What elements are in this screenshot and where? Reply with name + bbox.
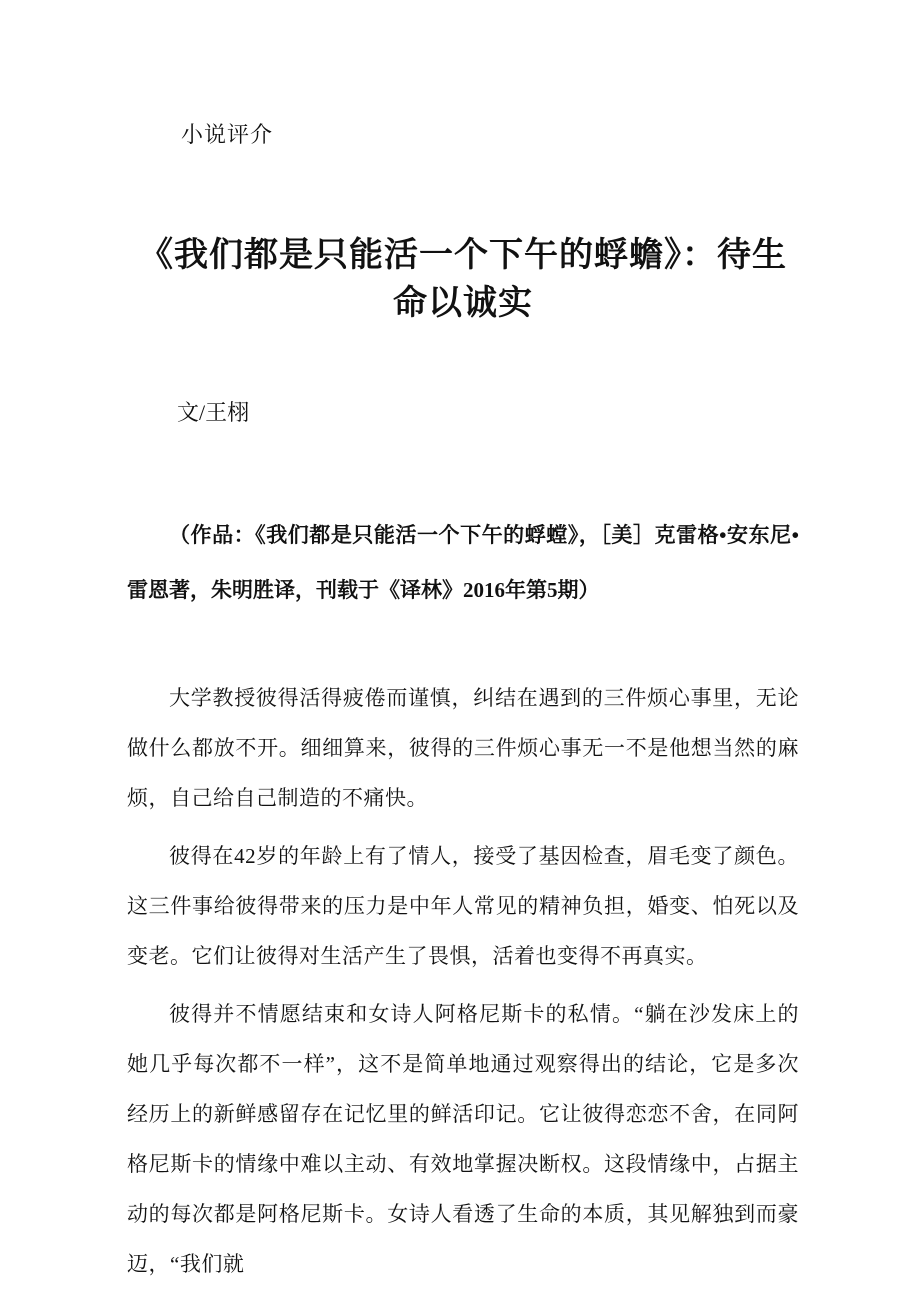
paragraph: 彼得并不情愿结束和女诗人阿格尼斯卡的私情。“躺在沙发床上的她几乎每次都不一样”，这不是简单地通过观察得出的结论，它是多次经历上的新鲜感留存在记忆里的鲜活印记。它让彼得恋恋不舍，在同阿格尼斯卡的情缘中难以主动、有效地掌握决断权。这段情缘中，占据主动的每次都是阿格尼斯卡。女诗人看透了生命的本质，其见解独到而豪迈，“我们就 <box>127 1002 799 1276</box>
author-byline: 文/王栩 <box>177 400 250 425</box>
article-body <box>127 673 799 1289</box>
paragraph: 大学教授彼得活得疲倦而谨慎，纠结在遇到的三件烦心事里，无论做什么都放不开。细细算来，彼得的三件烦心事无一不是他想当然的麻烦，自己给自己制造的不痛快。 <box>127 686 799 810</box>
source-citation: （作品：《我们都是只能活一个下午的蜉螳》，［美］克雷格•安东尼•雷恩著，朱明胜译，刊载于《译林》2016年第5期） <box>127 523 799 602</box>
paragraph: 彼得在42岁的年龄上有了情人，接受了基因检查，眉毛变了颜色。这三件事给彼得带来的压力是中年人常见的精神负担，婚变、怕死以及变老。它们让彼得对生活产生了畏惧，活着也变得不再真实。 <box>127 844 799 968</box>
article-title: 《我们都是只能活一个下午的蜉蟾》：待生命以诚实 <box>139 237 787 322</box>
column-label: 小说评介 <box>181 122 274 147</box>
